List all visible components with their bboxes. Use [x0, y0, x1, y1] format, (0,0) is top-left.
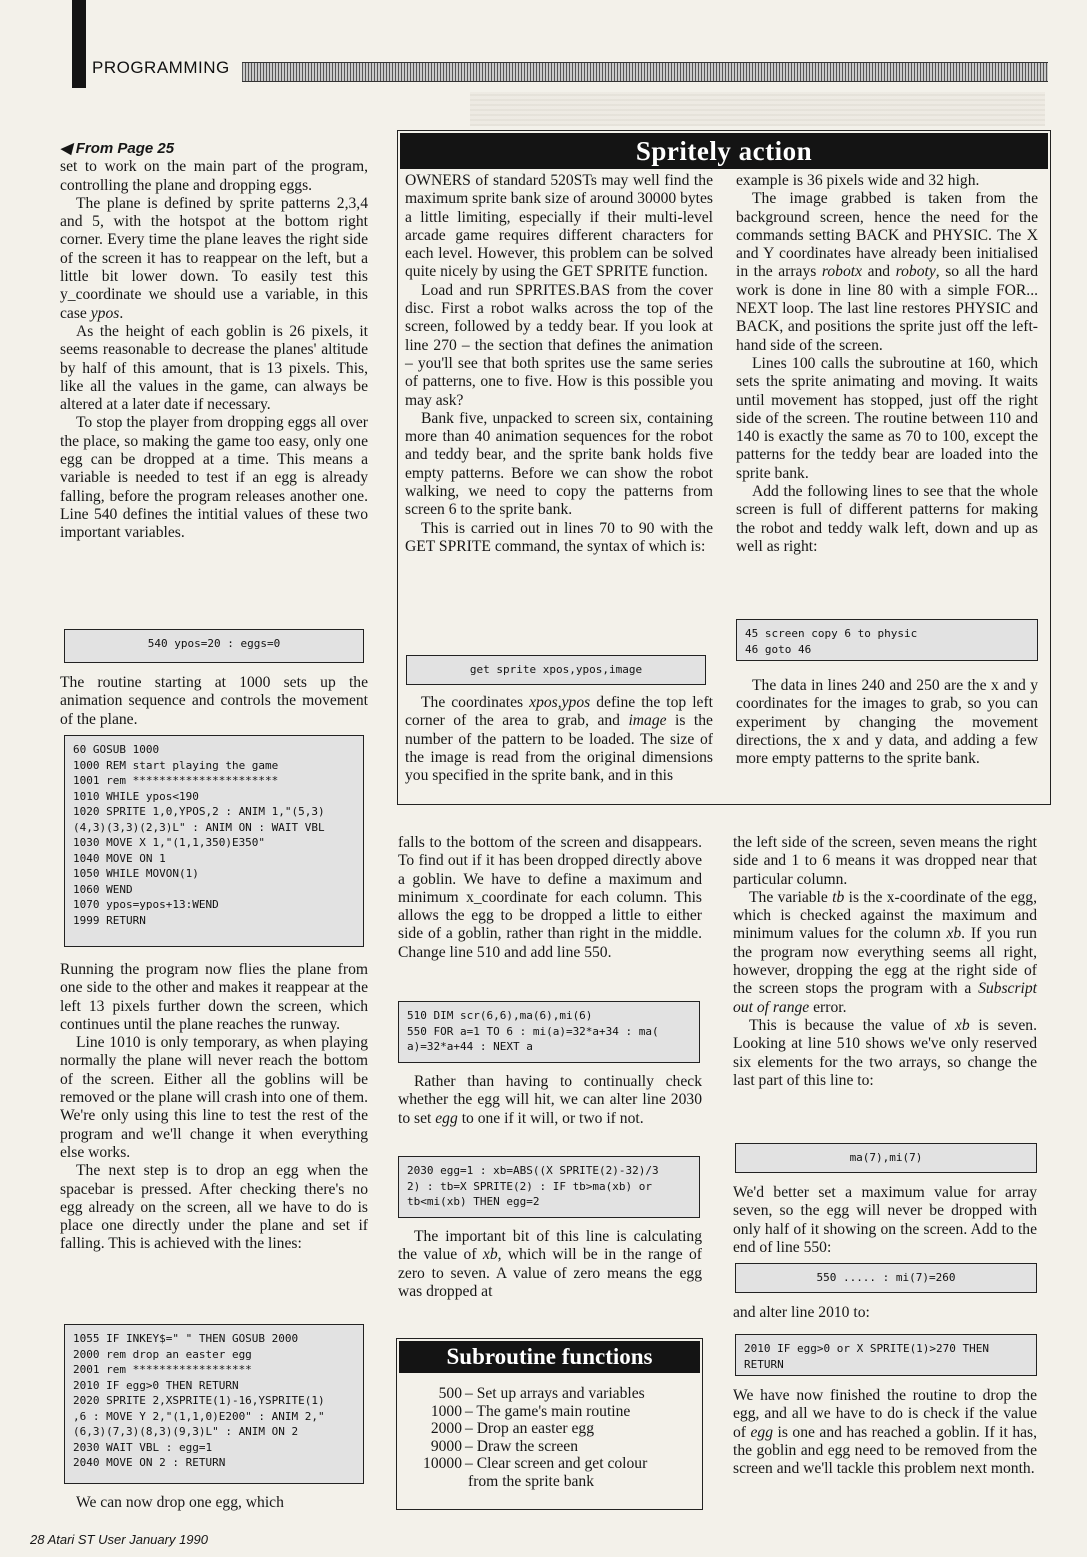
- column-2: [398, 834, 702, 962]
- code-listing: 540 ypos=20 : eggs=0: [64, 629, 364, 663]
- col1-paragraph: Line 1010 is only temporary, as when playing normally the plane will never reach the bottom of the screen. Either all the goblins will be removed or the plane will crash into one of them. We're only using this line to test the rest of the program and we'll change it when everything else works.: [60, 1034, 368, 1161]
- col3-paragraph: The variable tb is the x-coordinate of the egg, which is checked against the maximum and minimum values for the column xb. If you run the program now everything seems all right, however, dropping the egg at the right side of the screen stops the program with a Subscript out of range error.: [733, 888, 1037, 1016]
- col3-paragraph: This is because the value of xb is seven. Looking at line 510 shows we've only reserved six elements for the two arrays, so change the last part of this line to:: [733, 1016, 1037, 1089]
- column-2b: [398, 1073, 702, 1128]
- subroutine-item: 10000 – Clear screen and get colour: [423, 1455, 648, 1472]
- column-3b: [733, 1184, 1037, 1257]
- col1-paragraph: As the height of each goblin is 26 pixels, it seems reasonable to decrease the planes' altitude by half of this amount, that is 13 pixels. This, like all the values in the game, can always be altered at a later date if necessary.: [60, 322, 368, 414]
- panel-paragraph: Load and run SPRITES.BAS from the cover disc. First a robot walks across the top of the screen, followed by a teddy bear. If you look at line 270 – the section that defines the animation – you'll see that both sprites use the same series of patterns, one to five. How is this possible you may ask?: [405, 281, 713, 409]
- panel-paragraph: The data in lines 240 and 250 are the x and y coordinates for the images to grab, so you can experiment by changing the movement directions, the x and y data, and adding a few more empty patterns to the sprite bank.: [736, 677, 1038, 768]
- subroutine-list: [400, 1385, 700, 1490]
- panel-paragraph: The image grabbed is taken from the background screen, hence the need for the commands setting BACK and PHYSIC. The X and Y coordinates have already been initialised in the arrays robotx and roboty, so all the hard work is done in line 80 with a simple FOR... NEXT loop. The last line restores PHYSIC and BACK, and positions the sprite just off the left-hand side of the screen.: [736, 190, 1039, 354]
- col1-paragraph: We can now drop one egg, which: [76, 1494, 284, 1511]
- col2-paragraph: Rather than having to continually check whether the egg will hit, we can alter line 2030 to set egg to one if it will, or two if not.: [398, 1073, 702, 1127]
- col1-paragraph: set to work on the main part of the program, controlling the plane and dropping eggs.: [60, 158, 368, 194]
- panel-column-2: [736, 172, 1038, 556]
- code-listing: 550 ..... : mi(7)=260: [735, 1263, 1037, 1293]
- col3-paragraph: We'd better set a maximum value for array seven, so the egg will never be dropped with only half of it showing on the screen. Add to the end of line 550:: [733, 1184, 1037, 1256]
- code-listing: 1055 IF INKEY$=" " THEN GOSUB 2000 2000 rem drop an easter egg 2001 rem ****************** 2010 IF egg>0 THEN RETURN 2020 SPRITE 2,XSPRITE(1)-16,YSPRITE(1) ,6 : MOVE Y 2,"(1,1,0)E200" : ANIM 2," (6,3)(7,3)(8,3)(9,3)L" : ANIM ON 2 2030 WAIT VBL : egg=1 2040 MOVE ON 2 : RETURN: [64, 1324, 364, 1484]
- panel-paragraph: Add the following lines to see that the whole screen is full of different patterns for making the robot and teddy walk left, down and up as well as right:: [736, 483, 1038, 555]
- col3-paragraph: and alter line 2010 to:: [733, 1304, 870, 1321]
- code-listing: 2010 IF egg>0 or X SPRITE(1)>270 THEN RETURN: [735, 1334, 1037, 1376]
- panel-column-1b: [405, 694, 713, 785]
- code-listing: get sprite xpos,ypos,image: [406, 655, 706, 685]
- code-listing: 2030 egg=1 : xb=ABS((X SPRITE(2)-32)/3 2) : tb=X SPRITE(2) : IF tb>ma(xb) or tb<mi(xb) THEN egg=2: [398, 1156, 700, 1218]
- column-1d: [60, 1494, 368, 1512]
- section-label: PROGRAMMING: [92, 58, 230, 77]
- col3-paragraph: We have now finished the routine to drop the egg, and all we have to do is check if the value of egg is one and has reached a goblin. If it has, the goblin and egg need to be removed from the screen and we'll tackle this problem next month.: [733, 1387, 1038, 1478]
- code-listing: 45 screen copy 6 to physic 46 goto 46: [736, 619, 1038, 661]
- subroutine-item: 2000 – Drop an easter egg: [430, 1420, 595, 1437]
- column-1b: [60, 674, 368, 729]
- col1-paragraph: To stop the player from dropping eggs all over the place, so making the game too easy, only one egg can be dropped at a time. This means a variable is needed to test if an egg is already falling, before the program releases another one. Line 540 defines the intitial values of these two important variables.: [60, 414, 368, 542]
- panel-paragraph: This is carried out in lines 70 to 90 with the GET SPRITE command, the syntax of which is:: [405, 519, 713, 555]
- column-3d: [733, 1387, 1037, 1478]
- from-page-link[interactable]: ◀ From Page 25: [60, 140, 175, 157]
- col2-paragraph: The important bit of this line is calculating the value of xb, which will be in the range of zero to seven. A value of zero means the egg was dropped at: [398, 1228, 702, 1300]
- column-3c: [733, 1304, 1037, 1322]
- show-through-bleed: [470, 92, 1045, 126]
- col1-paragraph: The next step is to drop an egg when the spacebar is pressed. After checking there's no egg already on the screen, all we have to do is place one directly under the plane and set if falling. This is achieved with the lines:: [60, 1162, 368, 1253]
- subroutine-item-continuation: from the sprite bank: [468, 1472, 595, 1490]
- header-rule: [242, 62, 1048, 82]
- panel-paragraph: The coordinates xpos,ypos define the top left corner of the area to grab, and image is the number of the pattern to be loaded. The size of the image is read from the original dimensions you specified in the sprite bank, and in this: [405, 694, 713, 785]
- panel-paragraph: Lines 100 calls the subroutine at 160, which sets the sprite animating and moving. It waits until movement has stopped, just off the right side of the screen. The routine between 110 and 140 is exactly the same as 70 to 100, except the patterns for the teddy bear are loaded into the sprite bank.: [736, 354, 1038, 482]
- subroutine-box-title: Subroutine functions: [399, 1341, 700, 1373]
- col3-paragraph: the left side of the screen, seven means the right side and 1 to 6 means it was dropped near that particular column.: [733, 834, 1037, 888]
- col2-paragraph: falls to the bottom of the screen and disappears. To find out if it has been dropped directly above a goblin. We have to define a maximum and minimum x_coordinate for each column. This allows the egg to be dropped a little to either side of a goblin, rather than right in the middle. Change line 510 and add line 550.: [398, 834, 702, 961]
- panel-column-2b: [736, 677, 1038, 768]
- page-footer: 28 Atari ST User January 1990: [30, 1532, 208, 1547]
- panel-paragraph: Bank five, unpacked to screen six, containing more than 40 animation sequences for the robot and teddy bear, and the sprite bank holds five empty patterns. Before we can show the robot walking, we need to copy the patterns from screen 6 to the sprite bank.: [405, 409, 713, 519]
- code-listing: 60 GOSUB 1000 1000 REM start playing the game 1001 rem ********************** 1010 WHILE ypos<190 1020 SPRITE 1,0,YPOS,2 : ANIM 1,"(5,3) (4,3)(3,3)(2,3)L" : ANIM ON : WAIT VBL 1030 MOVE X 1,"(1,1,350)E350" 1040 MOVE ON 1 1050 WHILE MOVON(1) 1060 WEND 1070 ypos=ypos+13:WEND 1999 RETURN: [64, 735, 364, 947]
- panel-column-1: [405, 172, 713, 556]
- column-1: [60, 140, 368, 543]
- header-accent-bar: [72, 0, 86, 88]
- col1-paragraph: Running the program now flies the plane from one side to the other and makes it reappear at the left 13 pixels further down the screen, which continues until the plane reaches the runway.: [60, 961, 368, 1033]
- col1-paragraph: The routine starting at 1000 sets up the animation sequence and controls the movement of the plane.: [60, 674, 368, 728]
- panel-paragraph: OWNERS of standard 520STs may well find the maximum sprite bank size of around 30000 bytes a little limiting, especially if their multi-level arcade game requires different characters for each level. However, this problem can be solved quite nicely by using the GET SPRITE function.: [405, 172, 713, 281]
- subroutine-item: 500 – Set up arrays and variables: [438, 1385, 645, 1402]
- code-listing: ma(7),mi(7): [735, 1143, 1037, 1173]
- panel-paragraph: example is 36 pixels wide and 32 high.: [736, 172, 980, 189]
- subroutine-item: 1000 – The game's main routine: [430, 1402, 631, 1420]
- panel-title: Spritely action: [400, 133, 1048, 169]
- column-2c: [398, 1228, 702, 1301]
- subroutine-item: 9000 – Draw the screen: [430, 1437, 579, 1455]
- col1-paragraph: The plane is defined by sprite patterns 2,3,4 and 5, with the hotspot at the bottom right corner. Every time the plane leaves the right side of the screen it has to reappear on the left, but a little bit lower down. To easily test this y_coordinate we should use a variable, in this case ypos.: [60, 194, 368, 322]
- column-3: [733, 834, 1037, 1090]
- code-listing: 510 DIM scr(6,6),ma(6),mi(6) 550 FOR a=1 TO 6 : mi(a)=32*a+34 : ma( a)=32*a+44 : NEXT a: [398, 1001, 700, 1063]
- column-1c: [60, 961, 368, 1254]
